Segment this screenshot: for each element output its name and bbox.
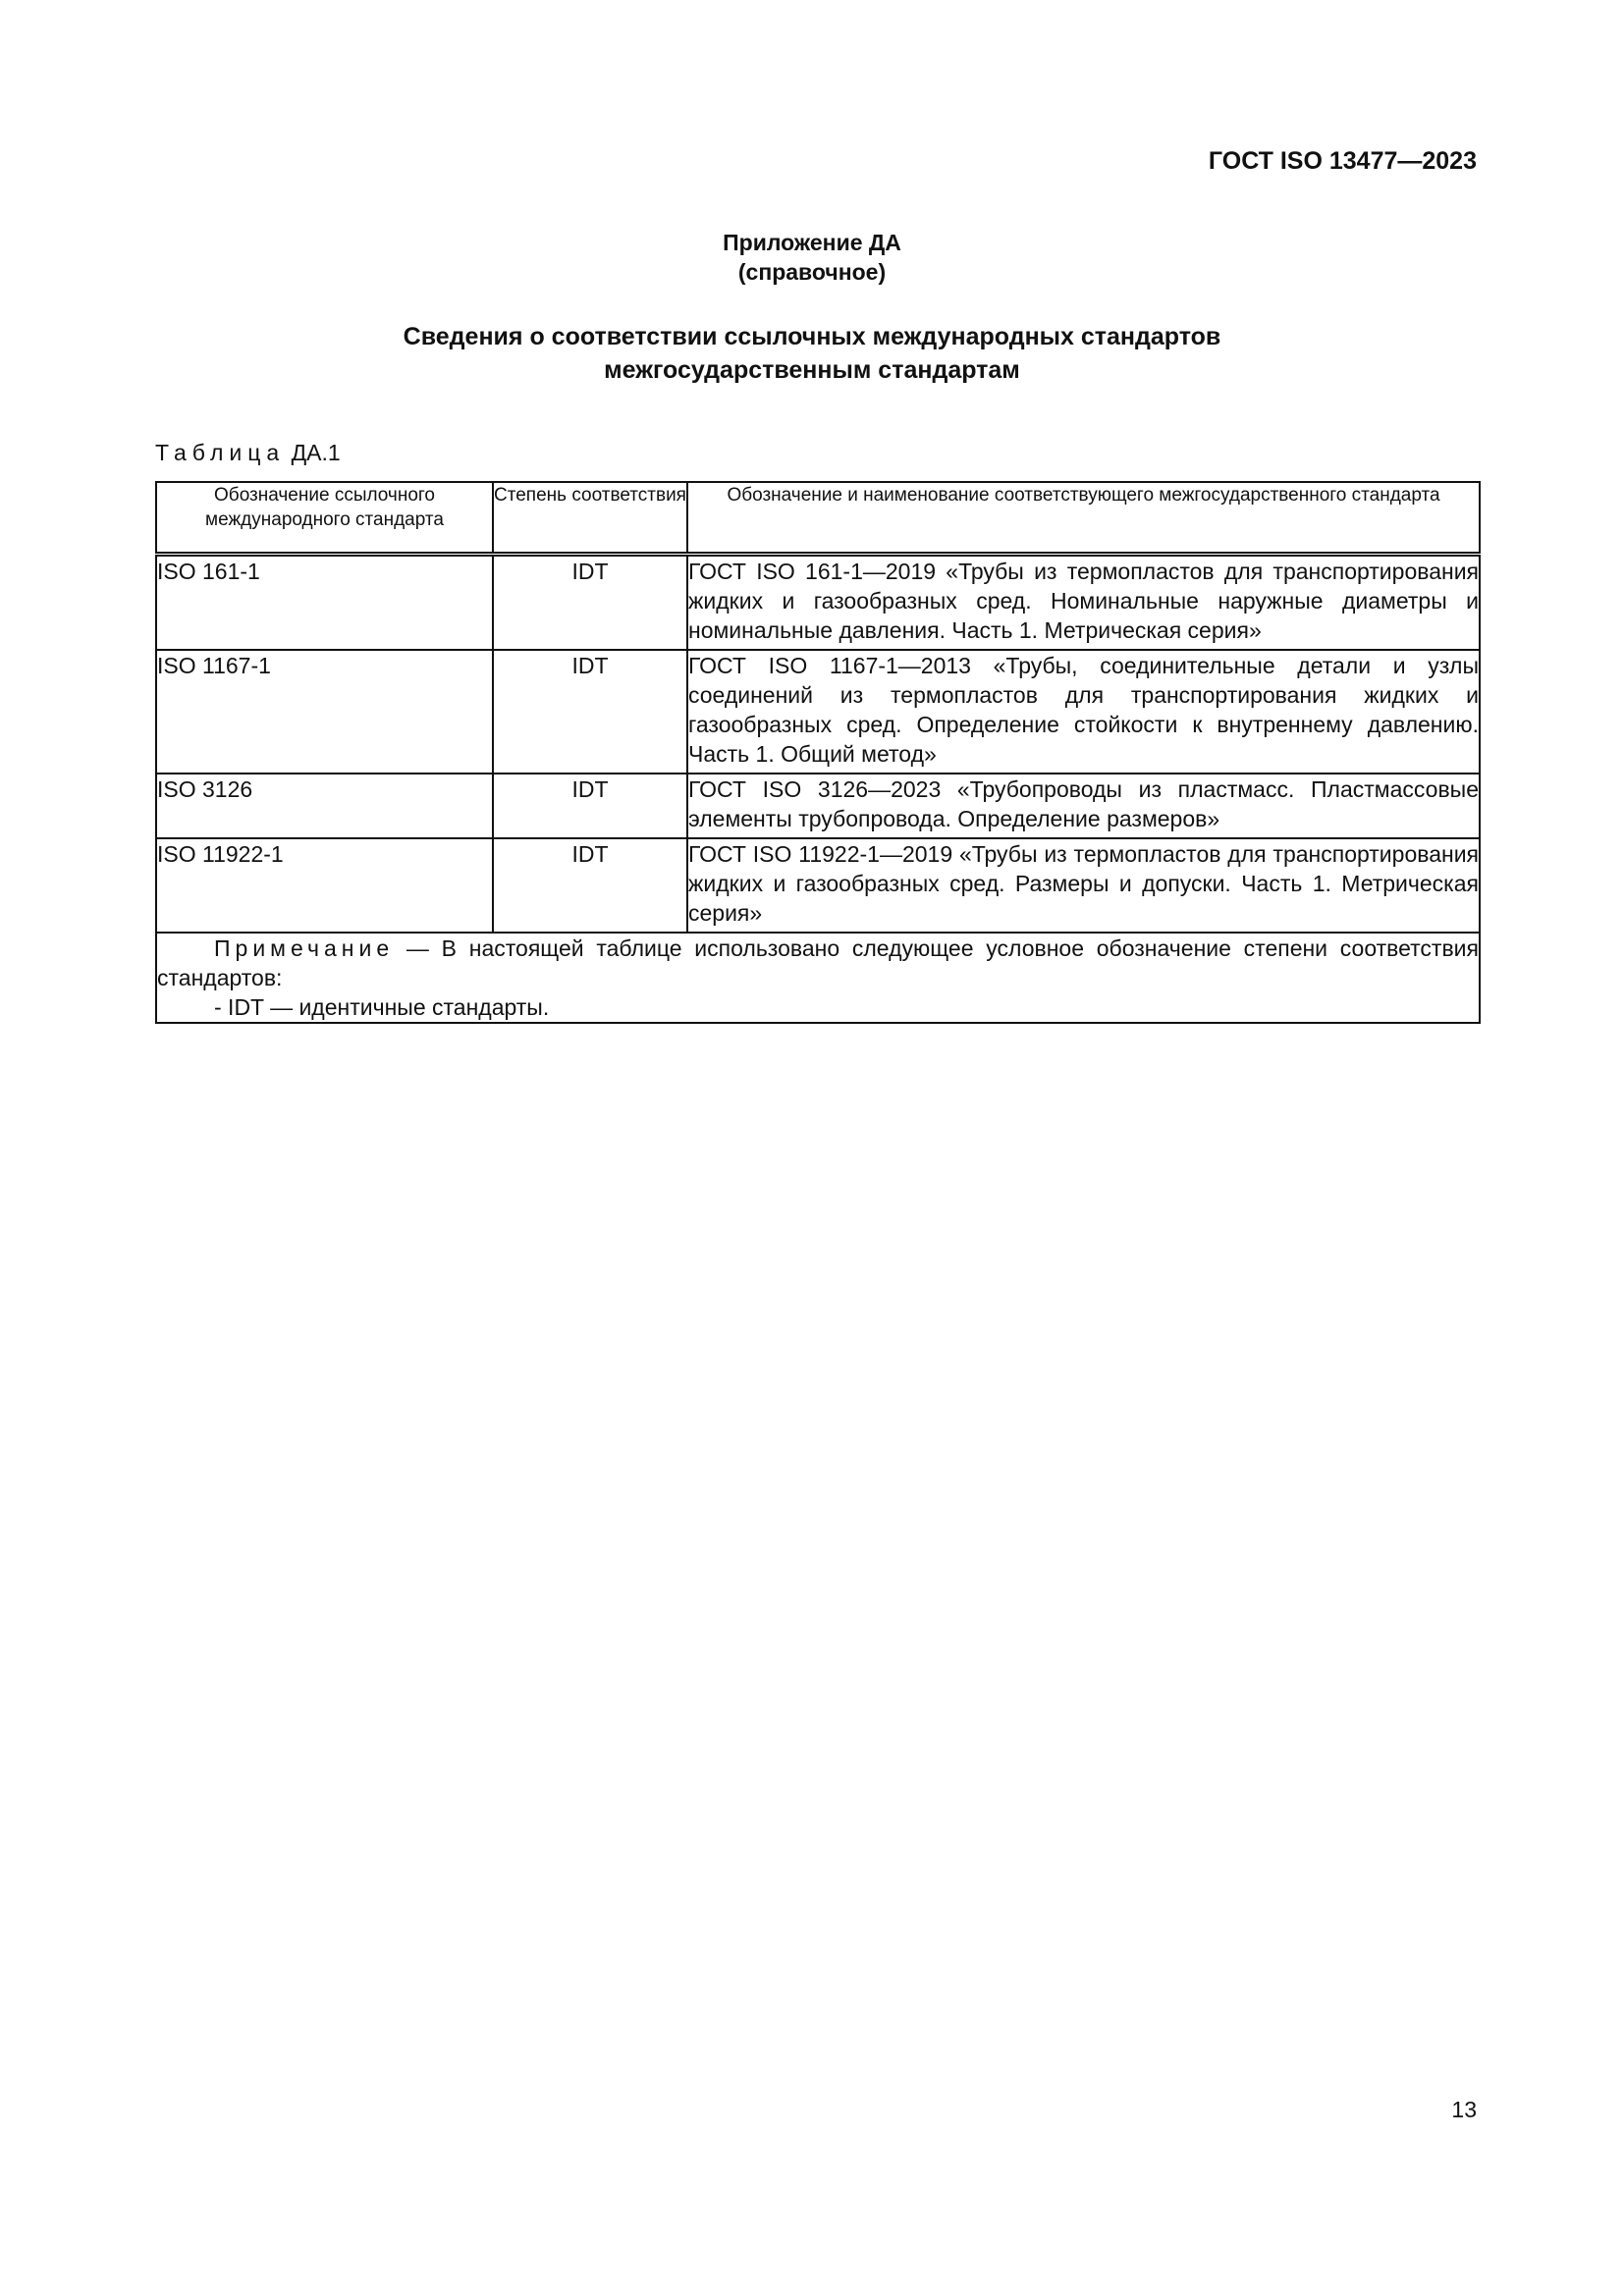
- table-row: [156, 838, 1480, 933]
- table-row: [156, 774, 1480, 838]
- cell-name: ГОСТ ISO 1167-1—2013 «Трубы, соединительные детали и узлы соединений из термопластов для транспортирования жидких и газообразных сред. Определение стойкости к внутреннему давлению. Часть 1. Общий метод»: [687, 650, 1480, 774]
- standards-table: [155, 481, 1481, 1024]
- cell-degree: IDT: [493, 838, 687, 933]
- table-caption: [155, 440, 341, 466]
- note-body: — В настоящей таблице использовано следующее условное обозначение степени соответствия стандартов:: [157, 935, 1479, 990]
- note-item: - IDT — идентичные стандарты.: [214, 994, 550, 1020]
- table-row: [156, 650, 1480, 774]
- cell-degree: IDT: [493, 555, 687, 651]
- cell-ref: ISO 11922-1: [156, 838, 493, 933]
- page-number: 13: [1451, 2097, 1477, 2122]
- cell-name: ГОСТ ISO 161-1—2019 «Трубы из термопластов для транспортирования жидких и газообразных сред. Номинальные наружные диаметры и номинальные давления. Часть 1. Метрическая серия»: [687, 555, 1480, 651]
- table-caption-number: ДА.1: [291, 440, 341, 465]
- table-row: [156, 555, 1480, 651]
- cell-degree: IDT: [493, 774, 687, 838]
- cell-name: ГОСТ ISO 3126—2023 «Трубопроводы из пластмасс. Пластмассовые элементы трубопровода. Определение размеров»: [687, 774, 1480, 838]
- table-caption-label: Таблица: [155, 440, 286, 465]
- cell-ref: ISO 3126: [156, 774, 493, 838]
- cell-name: ГОСТ ISO 11922-1—2019 «Трубы из термопластов для транспортирования жидких и газообразных сред. Размеры и допуски. Часть 1. Метрическая серия»: [687, 838, 1480, 933]
- header-interstate-standard: Обозначение и наименование соответствующего межгосударственного стандарта: [687, 482, 1480, 555]
- table-note-row: [156, 933, 1480, 1023]
- annex-subtitle: (справочное): [737, 259, 887, 285]
- note-label: Примечание: [214, 935, 395, 961]
- annex-label: Приложение ДА: [723, 230, 901, 255]
- note-text: [157, 934, 1479, 992]
- heading-line-1: Сведения о соответствии ссылочных международных стандартов: [403, 323, 1221, 350]
- header-ref-standard: Обозначение ссылочного международного стандарта: [156, 482, 493, 555]
- document-code: ГОСТ ISO 13477—2023: [1208, 147, 1477, 175]
- cell-ref: ISO 161-1: [156, 555, 493, 651]
- cell-degree: IDT: [493, 650, 687, 774]
- cell-ref: ISO 1167-1: [156, 650, 493, 774]
- section-heading: [0, 320, 1624, 387]
- table-header-row: [156, 482, 1480, 555]
- heading-line-2: межгосударственным стандартам: [604, 356, 1020, 384]
- table-note: [156, 933, 1480, 1023]
- annex-title: [0, 228, 1624, 287]
- header-degree: Степень соответствия: [493, 482, 687, 555]
